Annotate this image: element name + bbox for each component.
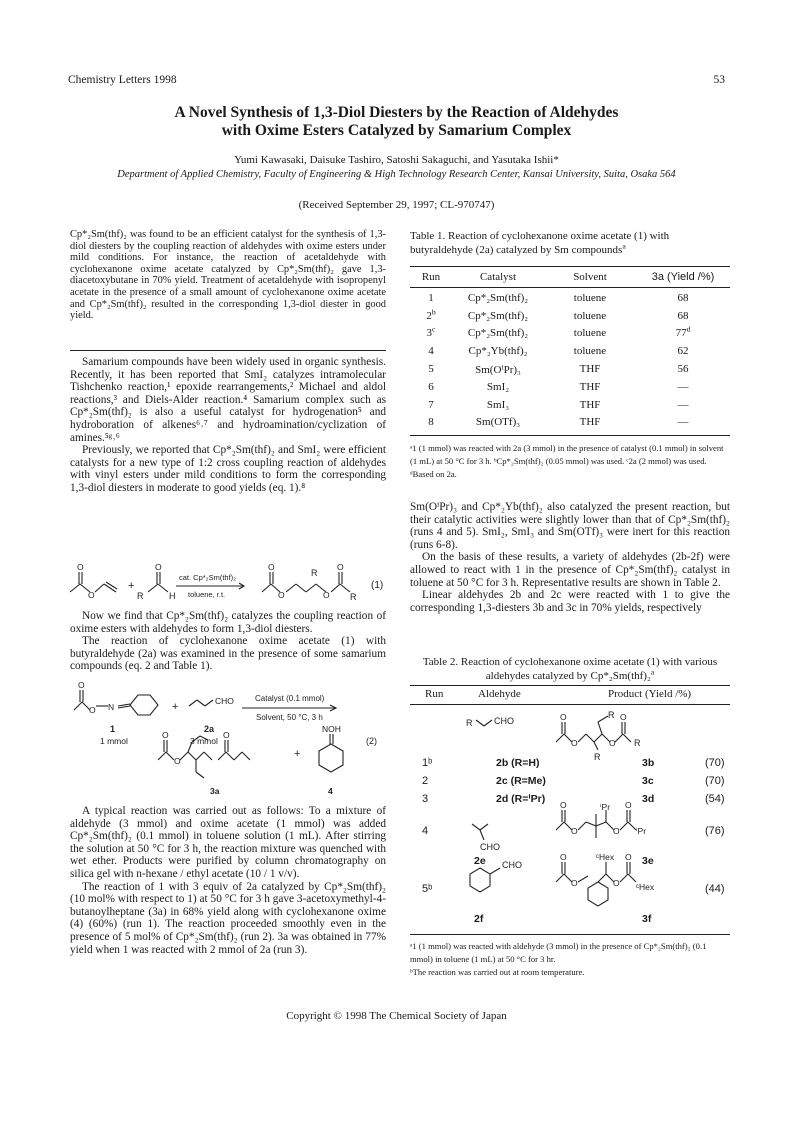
table1-row <box>410 325 730 343</box>
svg-text:O: O <box>625 800 632 810</box>
svg-text:O: O <box>337 562 344 572</box>
svg-text:O: O <box>268 562 275 572</box>
t2-aldehyde-2: 2c (R=Me) <box>496 775 546 787</box>
eq2-o-5: O <box>223 730 230 740</box>
intro-paragraph-1: Samarium compounds have been widely used in organic synthesis. Recently, it has been reported that SmI₂ catalyzes intramolecular Tishchenko reaction,¹ epoxide rearrangements,² Michael and aldol reactions,³ and Diels-Alder reaction.⁴ Samarium complex such as Cp*₂Sm(thf)₂ is also a useful catalyst for hydrogenation⁵ and hydroboration of alkenes⁶˒⁷ and hydroamination/cyclization of amines.⁵ᵍ˒⁶ <box>70 356 386 444</box>
table1-cell-solvent <box>544 396 636 414</box>
svg-text:O: O <box>88 590 95 600</box>
table1-cell-solvent-value: toluene <box>573 345 607 358</box>
t2-aldehyde-1: 2b (R=H) <box>496 757 540 769</box>
title-line-1: A Novel Synthesis of 1,3-Diol Diesters by the Reaction of Aldehydes <box>174 104 619 121</box>
eq2-o-1: O <box>78 680 85 690</box>
svg-text:O: O <box>620 712 627 722</box>
table1-cell-solvent-value: THF <box>579 398 601 411</box>
table1-cell-yield <box>636 396 730 414</box>
t2-yield-4: (76) <box>705 825 725 837</box>
table1-cell-solvent <box>544 342 636 360</box>
results-paragraph-3: The reaction of 1 with 3 equiv of 2a catalyzed by Cp*₂Sm(thf)₂ (10 mol% with respect to 1) at 50 °C for 3 h gave 3-acetoxymethyl-4-butanoylheptane (3a) in 68% yield along with cyclohexanone oxime (4) (60%) (run 1). The reaction proceeded smoothly even in the presence of 5 mol% of Cp*₂Sm(thf)₂ (run 2). 3a was obtained in 77% yield when 1 was reacted with 2 mmol of 2a (run 3). <box>70 880 386 956</box>
table1-cell-catalyst-value: Cp*₂Yb(thf)₂ <box>468 345 528 358</box>
table1-cell-yield <box>636 378 730 396</box>
table1-cell-solvent-value: toluene <box>573 327 607 340</box>
right-paragraph-1: Sm(OⁱPr)₃ and Cp*₂Yb(thf)₂ also catalyzed the present reaction, but their catalytic activities were slightly lower than that of Cp*₂Sm(thf)₂ (runs 4 and 5). SmI₂, SmI₃ and Sm(OTf)₃ were inert for this reaction (runs 6-8). <box>410 501 730 551</box>
table1-row <box>410 360 730 378</box>
eq2-product-label: 3a <box>210 786 220 795</box>
table1-cell-catalyst-value: Cp*₂Sm(thf)₂ <box>467 291 529 304</box>
journal-running-head: Chemistry Letters 1998 <box>68 74 177 86</box>
table1-row <box>410 396 730 414</box>
svg-text:O: O <box>323 590 330 600</box>
table1-cell-catalyst <box>452 342 544 360</box>
table1-cell-run <box>410 414 452 432</box>
t2-run-4: 4 <box>422 825 429 837</box>
table1-cell-yield <box>636 307 730 325</box>
t2-struct-chex-1: ᶜHex <box>596 852 615 862</box>
eq1-catalyst: cat. Cp*₂Sm(thf)₂ <box>179 573 237 582</box>
eq2-o-2: O <box>89 705 96 715</box>
table2-caption-text: Reaction of cyclohexanone oxime acetate (1) with various aldehydes catalyzed by Cp*₂Sm(thf)₂ <box>460 656 718 682</box>
t2-run-2: 2 <box>422 775 429 787</box>
affiliation: Department of Applied Chemistry, Faculty of Engineering & High Technology Research Center, Kansai University, Suita, Osaka 564 <box>117 169 676 180</box>
svg-text:O: O <box>560 852 567 862</box>
table1-cell-yield-value: 68 <box>677 291 689 304</box>
received-date: (Received September 29, 1997; CL-970747) <box>298 199 495 211</box>
table1-cell-yield <box>636 360 730 378</box>
svg-text:O: O <box>613 878 620 888</box>
eq2-n: N <box>108 702 115 712</box>
t2-run-1: 1ᵇ <box>422 757 433 769</box>
table1-top-rule <box>410 266 730 267</box>
svg-text:O: O <box>560 800 567 810</box>
table1-header-catalyst: Catalyst <box>479 270 517 283</box>
table1-cell-yield-sup: d <box>686 324 691 334</box>
results-text-1 <box>70 610 386 673</box>
t2-struct-chex-2: ᶜHex <box>636 882 655 892</box>
table1-cell-run <box>410 396 452 414</box>
eq2-o-4: O <box>174 756 181 766</box>
table1-row <box>410 414 730 432</box>
svg-text:O: O <box>560 712 567 722</box>
table1-footnote: ᵃ1 (1 mmol) was reacted with 2a (3 mmol) in the presence of catalyst (0.1 mmol) in solvent (1 mL) at 50 °C for 3 h. ᵇCp*₂Sm(thf)₂ (0.05 mmol) was used. ᶜ2a (2 mmol) was used. ᵈBased on 2a. <box>410 443 724 479</box>
svg-text:O: O <box>571 738 578 748</box>
table1-cell-catalyst <box>452 307 544 325</box>
table1-row <box>410 289 730 307</box>
table1-cell-yield-value: — <box>677 380 689 393</box>
eq1-r2: R <box>311 568 318 578</box>
results-text-2 <box>70 805 386 956</box>
results-paragraph-1: Now we find that Cp*₂Sm(thf)₂ catalyzes the coupling reaction of oxime esters with aldehydes to form 1,3-diol diesters. <box>70 610 386 635</box>
table1-cell-run-value: 4 <box>428 345 434 358</box>
intro-text <box>70 356 386 495</box>
table1-cell-yield <box>636 414 730 432</box>
table1-header-solvent: Solvent <box>573 270 607 283</box>
table1-caption <box>410 229 730 257</box>
table2-body <box>410 706 730 934</box>
svg-text:O: O <box>609 738 616 748</box>
abstract: Cp*₂Sm(thf)₂ was found to be an efficient catalyst for the synthesis of 1,3-diol diesters by the coupling reaction of aldehydes with oxime esters under mild conditions. For instance, the reaction of acetaldehyde with cyclohexanone oxime acetate catalyzed by Cp*₂Sm(thf)₂ gave 1,3-diacetoxybutane in 70% yield. Treatment of acetaldehyde with isopropenyl acetate in the presence of a small amount of cyclohexanone oxime acetate and Cp*₂Sm(thf)₂ resulted in the corresponding 1,3-diol diester in good yield. <box>70 229 386 322</box>
svg-text:O: O <box>625 852 632 862</box>
table1-cell-solvent <box>544 378 636 396</box>
right-paragraph-3: Linear aldehydes 2b and 2c were reacted with 1 to give the corresponding 1,3-diesters 3b and 3c in 70% yields, respectively <box>410 589 730 614</box>
table1-header-run: Run <box>421 270 441 283</box>
eq1-r3: R <box>350 592 357 602</box>
table1-caption-head: Table 1. <box>410 230 446 242</box>
svg-text:+: + <box>172 701 179 713</box>
table1-cell-run-value: 2 <box>426 309 432 322</box>
table1-caption-text: Reaction of cyclohexanone oxime acetate (1) with butyraldehyde (2a) catalyzed by Sm compounds <box>410 230 670 256</box>
table1-cell-yield-value: 68 <box>677 309 689 322</box>
table1-body <box>410 289 730 431</box>
eq2-reagent1-label: 1 <box>110 724 116 734</box>
table2-caption-sup: a <box>650 667 655 677</box>
table1-cell-solvent-value: THF <box>579 363 601 376</box>
table1-cell-run-value: 5 <box>428 363 434 376</box>
eq1-r1: R <box>137 591 144 601</box>
table1-cell-solvent <box>544 325 636 343</box>
results-paragraph-2: The reaction of cyclohexanone oxime acetate (1) with butyraldehyde (2a) was examined in the presence of some samarium compounds (eq. 2 and Table 1). <box>70 635 386 673</box>
table1-cell-solvent-value: toluene <box>573 309 607 322</box>
t2-yield-2: (70) <box>705 775 725 787</box>
table2-header-aldehyde: Aldehyde <box>478 688 521 700</box>
t2-struct-r-1: R <box>466 718 473 728</box>
table2-footnote-a: ᵃ1 (1 mmol) was reacted with aldehyde (3 mmol) in the presence of Cp*₂Sm(thf)₂ (0.1 mmol) in toluene (1 mL) at 50 °C for 3 hr. <box>410 941 707 964</box>
table1-cell-solvent-value: THF <box>579 416 601 429</box>
table1-cell-run-value: 6 <box>428 380 434 393</box>
intro-paragraph-2: Previously, we reported that Cp*₂Sm(thf)₂ and SmI₂ were efficient catalysts for a new type of 1:2 cross coupling reaction of aldehydes with vinyl esters under mild conditions to form the corresponding 1,3-diol diesters in moderate to good yields (eq. 1).⁸ <box>70 444 386 494</box>
eq2-o-3: O <box>162 730 169 740</box>
table1-cell-run-value: 1 <box>428 291 434 304</box>
table2-caption <box>410 655 730 683</box>
t2-struct-cho-1: CHO <box>494 716 514 726</box>
table1-header-yield: 3a (Yield /%) <box>651 270 715 283</box>
table1-header-rule <box>410 287 730 288</box>
table2-bottom-rule <box>410 934 730 935</box>
table1-bottom-rule <box>410 435 730 436</box>
table2-caption-head: Table 2. <box>422 656 459 668</box>
t2-product-2: 3c <box>642 775 654 787</box>
eq2-number: (2) <box>366 736 377 746</box>
svg-text:+: + <box>294 748 301 760</box>
table1-cell-catalyst <box>452 325 544 343</box>
table1-cell-run-value: 8 <box>428 416 434 429</box>
title-line-2: with Oxime Esters Catalyzed by Samarium Complex <box>221 122 572 139</box>
table1-cell-yield <box>636 342 730 360</box>
table1-cell-yield-value: 56 <box>677 363 689 376</box>
table1-header-row <box>410 268 730 286</box>
article-title <box>0 104 793 140</box>
table1-cell-catalyst-value: Sm(OⁱPr)₃ <box>475 363 521 376</box>
t2-struct-r-3: R <box>634 738 641 748</box>
table1-cell-run <box>410 360 452 378</box>
eq2-conditions-bottom: Solvent, 50 °C, 3 h <box>256 713 323 722</box>
table1-cell-catalyst <box>452 396 544 414</box>
eq2-byproduct-label: 4 <box>328 786 333 795</box>
eq2-cho: CHO <box>215 696 234 706</box>
table1-cell-yield-value: — <box>677 398 689 411</box>
table2-header-rule <box>410 704 730 705</box>
t2-run-5: 5ᵇ <box>422 883 433 895</box>
equation-2-scheme <box>66 680 396 795</box>
table1 <box>410 268 730 286</box>
t2-aldehyde-3: 2d (R=ⁱPr) <box>496 793 546 805</box>
table1-cell-catalyst <box>452 360 544 378</box>
eq2-reagent2-amount: 3 mmol <box>190 736 218 746</box>
t2-product-4: 3e <box>642 855 654 867</box>
table1-cell-solvent-value: toluene <box>573 291 607 304</box>
table1-cell-run-sup: b <box>431 307 436 317</box>
table1-cell-run <box>410 325 452 343</box>
table1-cell-yield <box>636 325 730 343</box>
t2-yield-1: (70) <box>705 757 725 769</box>
eq2-reagent2-label: 2a <box>204 724 215 734</box>
table1-cell-solvent <box>544 414 636 432</box>
table1-cell-run <box>410 307 452 325</box>
t2-product-3: 3d <box>642 793 655 805</box>
t2-struct-ipr-1: ⁱPr <box>600 802 611 812</box>
table1-cell-catalyst <box>452 414 544 432</box>
right-paragraph-2: On the basis of these results, a variety of aldehydes (2b-2f) were allowed to react with 1 in the presence of Cp*₂Sm(thf)₂ catalyst in toluene at 50 °C for 3 h. Representative results are shown in Table 2. <box>410 551 730 589</box>
t2-struct-cho-2: CHO <box>480 842 500 852</box>
table1-cell-run <box>410 342 452 360</box>
svg-text:O: O <box>613 826 620 836</box>
table1-cell-solvent-value: THF <box>579 380 601 393</box>
table1-cell-yield-value: 62 <box>677 345 689 358</box>
table1-row <box>410 307 730 325</box>
table1-cell-run <box>410 289 452 307</box>
svg-text:+: + <box>128 580 135 592</box>
table1-cell-solvent <box>544 289 636 307</box>
table1-cell-catalyst <box>452 289 544 307</box>
table1-cell-run <box>410 378 452 396</box>
table1-cell-catalyst-value: Cp*₂Sm(thf)₂ <box>467 309 529 322</box>
table1-cell-run-value: 7 <box>428 398 434 411</box>
table2-header-run: Run <box>425 688 444 700</box>
table1-cell-catalyst-value: SmI₃ <box>486 398 510 411</box>
table1-cell-catalyst <box>452 378 544 396</box>
eq1-solvent: toluene, r.t. <box>188 590 226 599</box>
table1-cell-solvent <box>544 307 636 325</box>
equation-1-scheme <box>66 558 396 608</box>
t2-struct-r-4: R <box>594 752 601 762</box>
eq2-reagent1-amount: 1 mmol <box>100 736 128 746</box>
t2-yield-3: (54) <box>705 793 725 805</box>
svg-text:O: O <box>278 590 285 600</box>
abstract-divider <box>70 350 386 351</box>
page-number: 53 <box>713 74 725 86</box>
procedure-paragraph: A typical reaction was carried out as follows: To a mixture of aldehyde (3 mmol) and oxime acetate (1 mmol) was added Cp*₂Sm(thf)₂ (0.1 mmol) in toluene solution (1 mL). After stirring the solution at 50 °C for 3 h, the reaction mixture was quenched with wet ether. Products were purified by column chromatography on silica gel with n-hexane / ethyl acetate (10 / 1 v/v). <box>70 805 386 880</box>
right-text <box>410 501 730 614</box>
copyright-footer: Copyright © 1998 The Chemical Society of Japan <box>286 1010 507 1022</box>
table2-footnote-b: ᵇThe reaction was carried out at room temperature. <box>410 967 585 977</box>
table1-row <box>410 342 730 360</box>
table1-caption-sup: a <box>622 241 626 251</box>
table2-header-product: Product (Yield /%) <box>608 688 692 700</box>
svg-text:O: O <box>77 562 84 572</box>
eq2-conditions-top: Catalyst (0.1 mmol) <box>255 694 325 703</box>
t2-aldehyde-5: 2f <box>474 913 484 925</box>
t2-product-5: 3f <box>642 913 652 925</box>
eq2-noh: NOH <box>322 724 341 734</box>
authors: Yumi Kawasaki, Daisuke Tashiro, Satoshi Sakaguchi, and Yasutaka Ishii* <box>234 154 559 166</box>
table1-cell-yield <box>636 289 730 307</box>
t2-struct-cho-3: CHO <box>502 860 522 870</box>
t2-run-3: 3 <box>422 793 429 805</box>
t2-aldehyde-4: 2e <box>474 855 486 867</box>
t2-struct-ipr-2: ⁱPr <box>636 826 647 836</box>
svg-text:O: O <box>571 826 578 836</box>
table1-cell-catalyst-value: Cp*₂Sm(thf)₂ <box>467 327 529 340</box>
t2-product-1: 3b <box>642 757 655 769</box>
table1-cell-yield-value: 77 <box>675 327 687 340</box>
eq1-h: H <box>169 591 176 601</box>
eq1-number: (1) <box>371 580 384 591</box>
t2-yield-5: (44) <box>705 883 725 895</box>
table2-top-rule <box>410 685 730 686</box>
svg-text:O: O <box>155 562 162 572</box>
table1-cell-run-value: 3 <box>426 327 433 340</box>
table1-row <box>410 378 730 396</box>
table1-cell-catalyst-value: SmI₂ <box>486 380 510 393</box>
table1-cell-yield-value: — <box>677 416 689 429</box>
table1-cell-run-sup: c <box>432 324 436 334</box>
table1-cell-catalyst-value: Sm(OTf)₃ <box>475 416 521 429</box>
svg-text:O: O <box>571 878 578 888</box>
t2-struct-r-2: R <box>608 710 615 720</box>
table1-cell-solvent <box>544 360 636 378</box>
